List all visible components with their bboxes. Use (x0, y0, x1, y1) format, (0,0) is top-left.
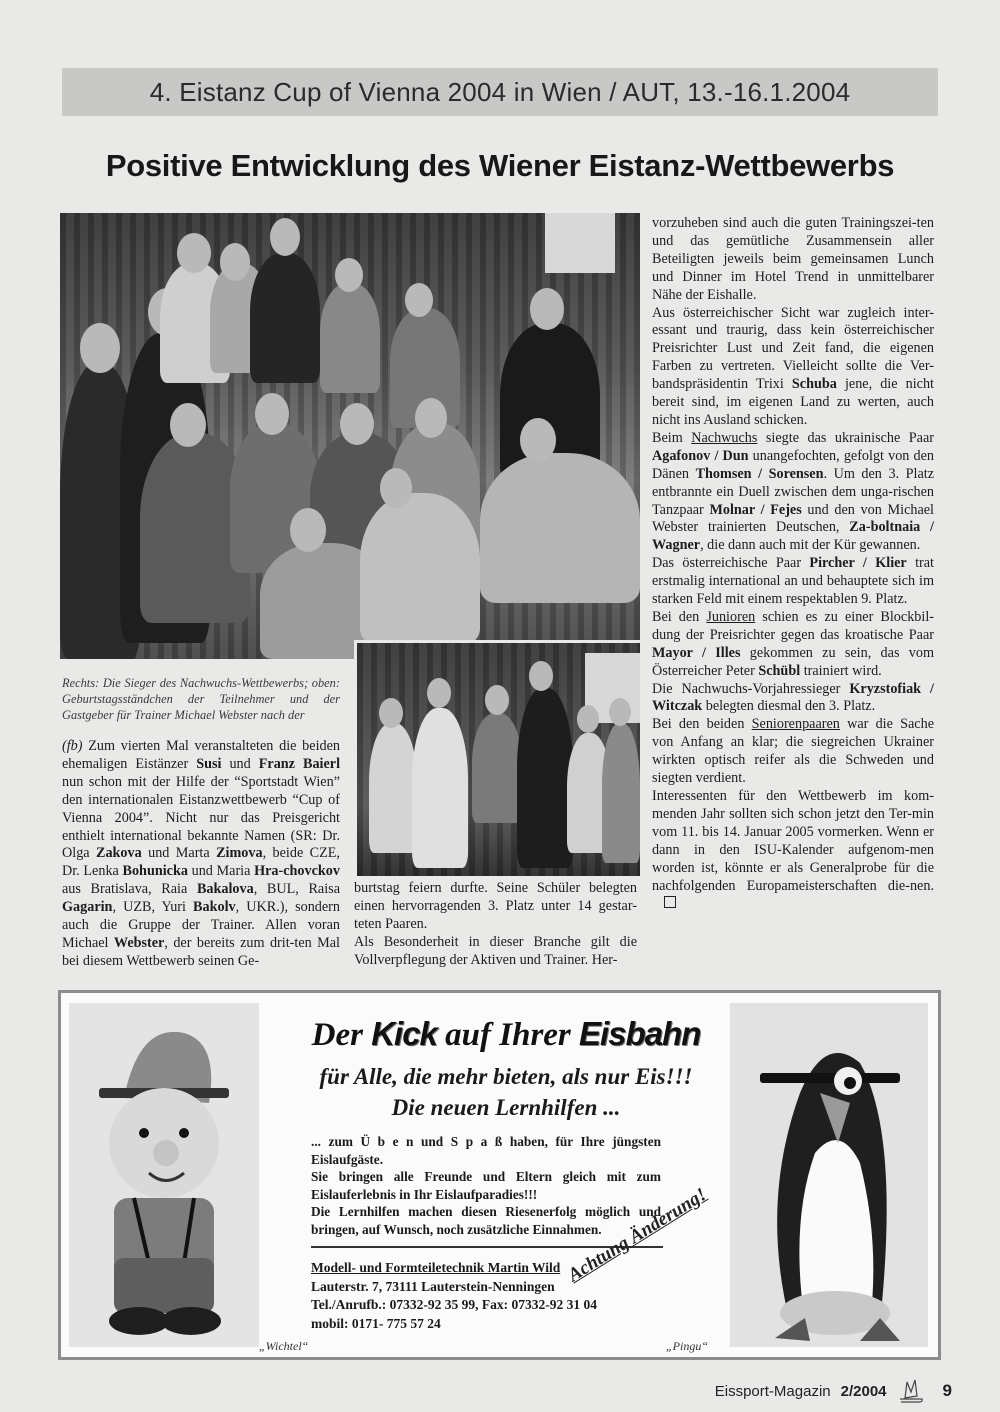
ad-body: ... zum Ü b e n und S p a ß haben, für Ihre jüngsten Eislaufgäste. Sie bringen alle Freunde und Eltern gleich mit zum Eislauferlebnis in Ihr Eislaufparadies!!! Die Lernhilfen machen diesen Riesenerfolg möglich und bringen, auf Wunsch, noch zusätzliche Einnahmen. (311, 1134, 661, 1237)
mobile: mobil: 0171- 775 57 24 (311, 1315, 441, 1331)
paragraph: vorzuheben sind auch die guten Trainingszei-ten und das gemütliche Zusammensein aller Beteiligten jeweils beim gemeinsamen Lunch und Dinner im Hotel Trend in unmittelbarer Nähe der Eishalle. (652, 215, 934, 303)
label-pingu: „Pingu“ (666, 1339, 709, 1353)
paragraph: Bei den beiden Seniorenpaaren war die Sache von Anfang an klar; die siegreichen Ukrainer wirkten optisch reifer als die Schweden und siegten verdient. (652, 716, 934, 787)
penguin-figure-icon (730, 1003, 928, 1347)
paragraph: Das österreichische Paar Pircher / Klier trat erstmalig international an und behauptete sich im starken Feld mit einem respektablen 9. Platz. (652, 555, 934, 608)
label-wichtel: „Wichtel“ (259, 1339, 309, 1353)
ad-contact (311, 1259, 671, 1333)
paragraph: burtstag feiern durfte. Seine Schüler belegten einen hervorragenden 3. Platz unter 14 gestar-teten Paaren. (354, 880, 637, 932)
banner-text: 4. Eistanz Cup of Vienna 2004 in Wien / AUT, 13.-16.1.2004 (149, 76, 851, 107)
paragraph: Interessenten für den Wettbewerb im kom-menden Jahr sollten sich schon jetzt den Ter-min vom 11. bis 14. Januar 2005 vormerken. Wenn er dann in den ISU-Kalender aufgenom-men worden ist, könnte er als Generalprobe für die nachfolgenden Europameisterschaften die-nen. (652, 788, 934, 913)
section-banner (62, 68, 938, 116)
paragraph: Bei den Junioren schien es zu einer Blockbil-dung der Preisrichter gegen das kroatische Paar Mayor / Illes gekommen zu sein, das vom Österreicher Peter Schübl trainiert wird. (652, 608, 934, 679)
paragraph: Die Nachwuchs-Vorjahressieger Kryzstofiak / Witczak belegten diesmal den 3. Platz. (652, 680, 934, 715)
address: Lauterstr. 7, 73111 Lauterstein-Nenningen (311, 1278, 555, 1294)
paragraph: Aus österreichischer Sicht war zugleich inter-essant und traurig, dass kein österreichischer Preisrichter Lust und Zeit fand, die eigenen Farben zu vertreten. Vielleicht sollte die Ver-bandspräsidentin Trixi Schuba jene, die nicht bereit sind, im eigenen Land zu werten, auch nicht ins Ausland schicken. (652, 304, 934, 428)
wichtel-figure-image (69, 1003, 259, 1347)
article-column-middle (354, 880, 637, 970)
skate-wing-logo-icon (897, 1378, 925, 1404)
page-footer (715, 1378, 952, 1404)
end-mark-icon (664, 896, 676, 908)
pingu-figure-image (730, 1003, 928, 1347)
ad-title: Der Kick auf Ihrer Eisbahn (311, 1015, 701, 1053)
phone: Tel./Anrufb.: 07332-92 35 99, Fax: 07332-92 31 04 (311, 1297, 597, 1312)
photo-caption: Rechts: Die Sieger des Nachwuchs-Wettbewerbs; oben: Geburtstagsständchen der Teilnehmer und der Gastgeber für Trainer Michael Webster nach der (62, 676, 340, 722)
photo-people (60, 213, 640, 659)
article-headline: Positive Entwicklung des Wiener Eistanz-Wettbewerbs (105, 148, 895, 183)
advertisement (58, 990, 941, 1360)
gnome-figure-icon (69, 1003, 259, 1347)
ad-subtitle: für Alle, die mehr bieten, als nur Eis!!! Die neuen Lernhilfen ... (319, 1064, 693, 1120)
group-photo (60, 213, 640, 659)
issue-number: 2/2004 (840, 1382, 887, 1400)
company-name: Modell- und Formteiletechnik Martin Wild (311, 1260, 561, 1275)
photo-people (357, 643, 640, 876)
paragraph: Als Besonderheit in dieser Branche gilt die Vollverpflegung der Aktiven und Trainer. Her- (354, 933, 637, 968)
article-column-right (652, 215, 934, 913)
paragraph: Beim Nachwuchs siegte das ukrainische Paar Agafonov / Dun unangefochten, gefolgt von den Dänen Thomsen / Sorensen. Um den 3. Platz entbrannte ein Duell zwischen dem unga-rischen Tanzpaar Molnar / Fejes und den von Michael Webster trainierten Deutschen, Za-boltnaia / Wagner, die dann auch mit der Kür gewannen. (652, 429, 934, 554)
magazine-name: Eissport-Magazin (714, 1382, 831, 1400)
article-column-left (62, 738, 340, 971)
podium-photo (354, 640, 640, 876)
change-notice-stamp: Achtung Änderung! (564, 1184, 711, 1287)
page-number: 9 (942, 1381, 952, 1400)
paragraph: (fb) Zum vierten Mal veranstalteten die beiden ehemaligen Eistänzer Susi und Franz Baierl nun schon mit der Hilfe der “Sportstadt Wien” den internationalen Eistanzwettbewerb “Cup of Vienna 2004”. Nicht nur das Preisgericht enthielt international bekannte Namen (SR: Dr. Olga Zakova und Marta Zimova, beide CZE, Dr. Lenka Bohunicka und Maria Hra-chovckov aus Bratislava, Raia Bakalova, BUL, Raisa Gagarin, UZB, Yuri Bakolv, UKR.), sondern auch die Gruppe der Trainer. Allen voran Michael Webster, der bereits zum drit-ten Mal bei diesem Wettbewerb seinen Ge- (62, 738, 341, 969)
